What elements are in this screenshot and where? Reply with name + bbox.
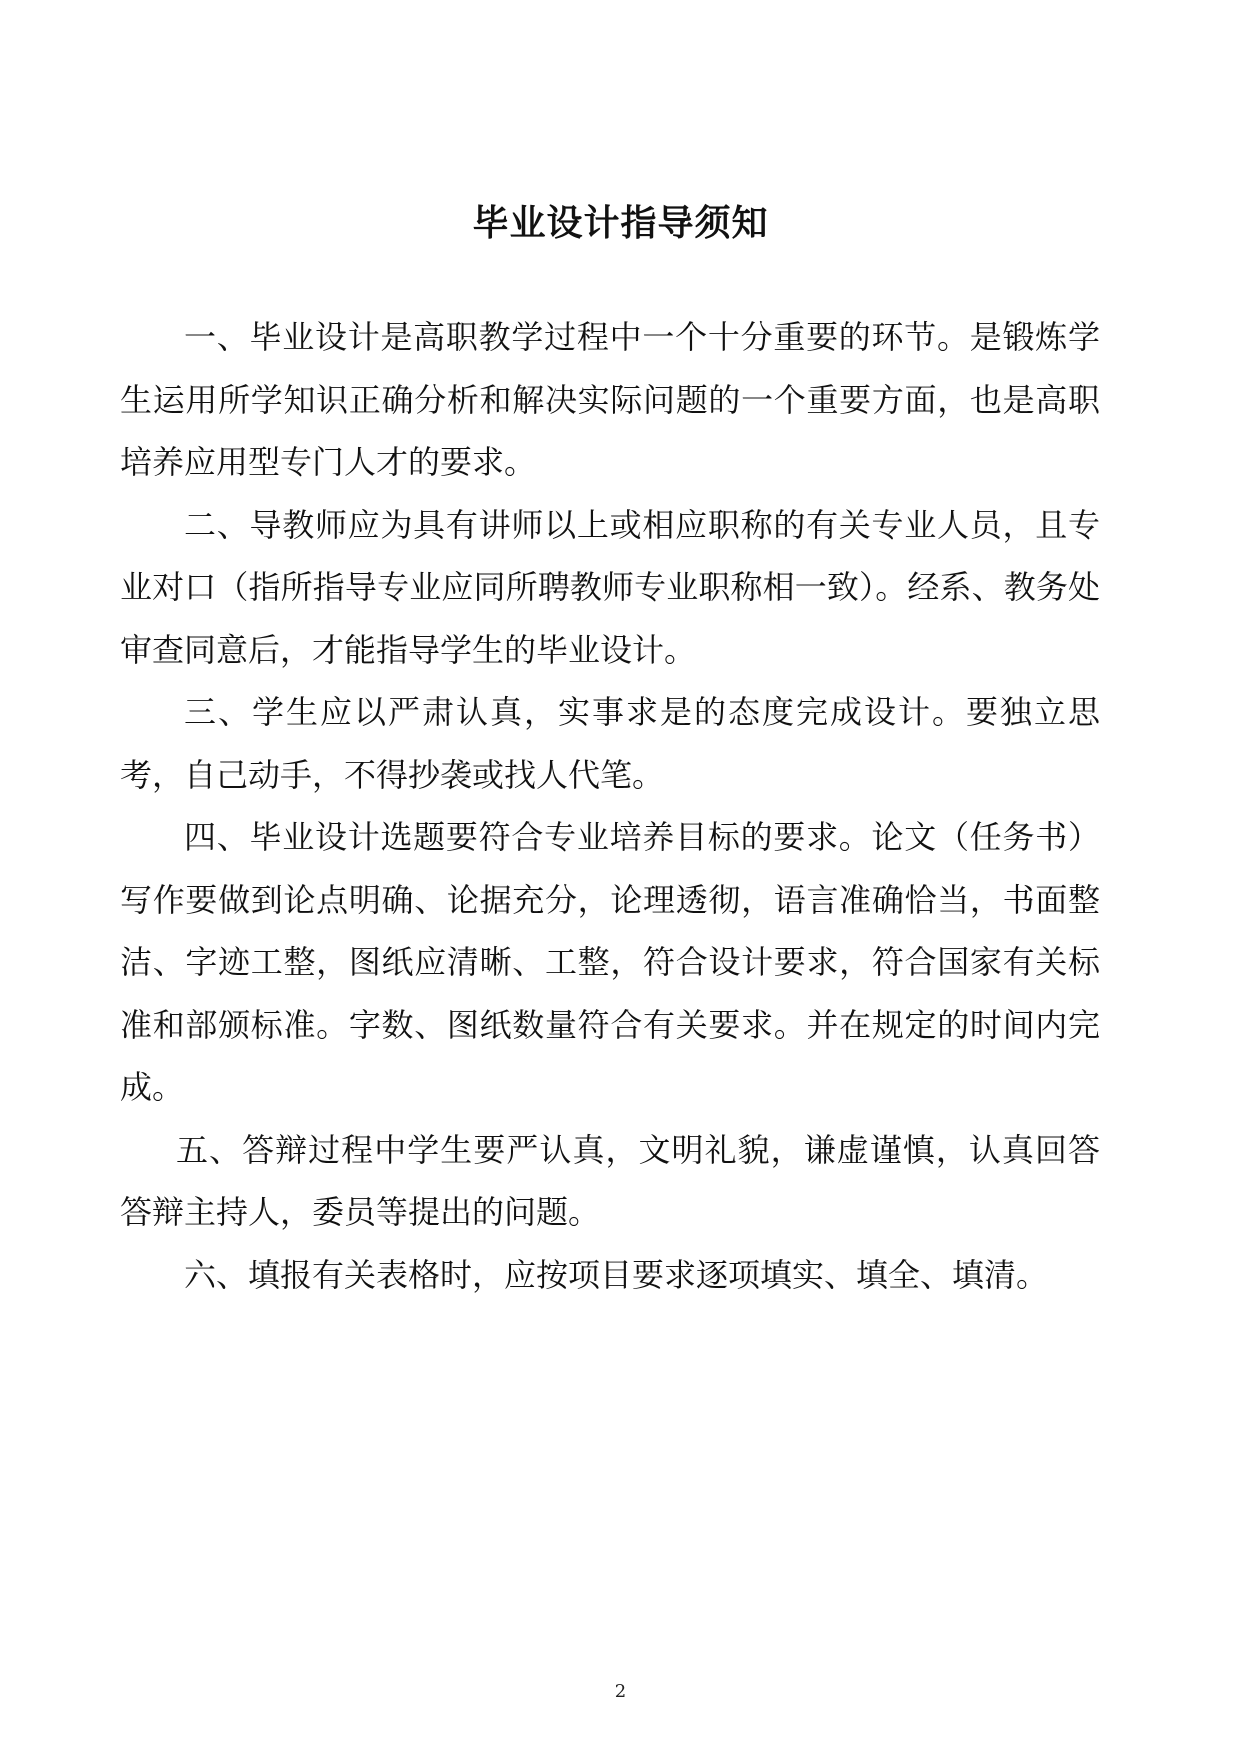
page-number: 2 <box>614 1681 627 1702</box>
paragraph-6: 六、填报有关表格时，应按项目要求逐项填实、填全、填清。 <box>184 1255 1049 1294</box>
paragraph-4: 四、毕业设计选题要符合专业培养目标的要求。论文（任务书）写作要做到论点明确、论据充分，论理透彻，语言准确恰当，书面整洁、字迹工整，图纸应清晰、工整，符合设计要求，符合国家有关标准和部颁标准。字数、图纸数量符合有关要求。并在规定的时间内完成。 <box>120 818 1100 1106</box>
page-title: 毕业设计指导须知 <box>472 203 769 245</box>
paragraph-3: 三、学生应以严肃认真，实事求是的态度完成设计。要独立思考，自己动手，不得抄袭或找人代笔。 <box>120 693 1100 794</box>
paragraph-2: 二、导教师应为具有讲师以上或相应职称的有关专业人员，且专业对口（指所指导专业应同所聘教师专业职称相一致）。经系、教务处审查同意后，才能指导学生的毕业设计。 <box>120 505 1100 669</box>
paragraph-1: 一、毕业设计是高职教学过程中一个十分重要的环节。是锻炼学生运用所学知识正确分析和解决实际问题的一个重要方面，也是高职培养应用型专门人才的要求。 <box>120 318 1100 481</box>
document-body <box>120 306 1100 1306</box>
paragraph-5: 五、答辩过程中学生要严认真，文明礼貌，谦虚谨慎，认真回答答辩主持人，委员等提出的问题。 <box>120 1130 1100 1231</box>
